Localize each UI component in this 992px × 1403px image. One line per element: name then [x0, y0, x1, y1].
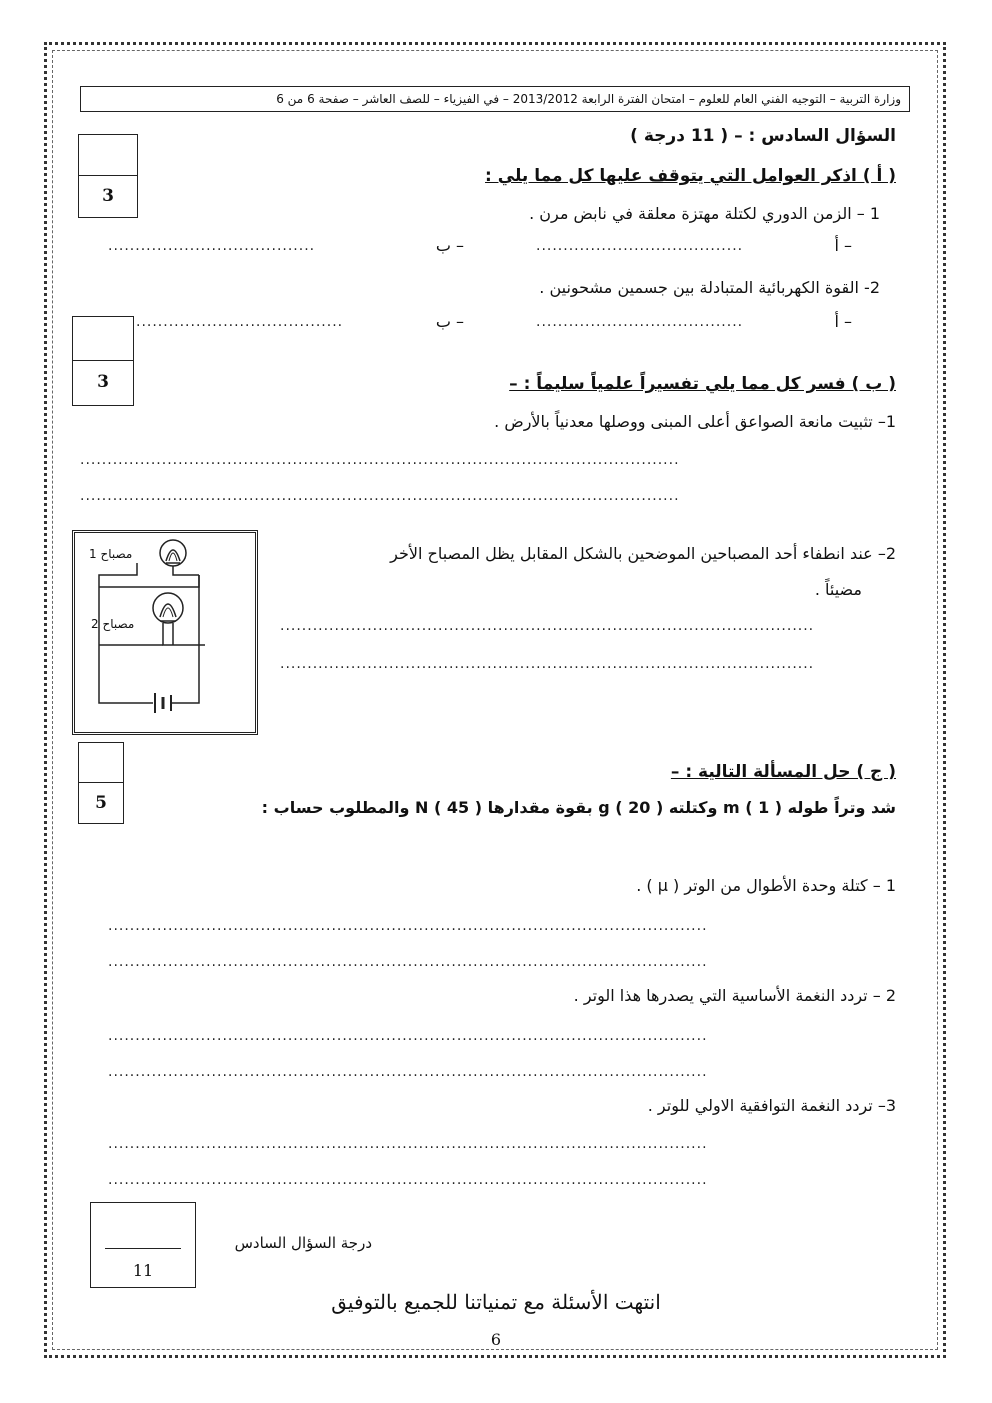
answer-line: ..................................................................................................	[280, 656, 815, 672]
part-b-item-2-line-1: 2– عند انطفاء أحد المصباحين الموضحين بالشكل المقابل يظل المصباح الأخر	[390, 544, 896, 563]
answer-line: ..............................................................................................................	[108, 954, 708, 970]
part-b-item-1: 1– تثبيت مانعة الصواعق أعلى المبنى ووصلها معدنياً بالأرض .	[494, 412, 896, 431]
problem-statement: شد وتراً طوله m ( 1 ) وكتلته g ( 20 ) بقوة مقدارها N ( 45 ) والمطلوب حساب :	[261, 798, 896, 817]
part-b-item-2-line-2: مضيئاً .	[814, 580, 862, 599]
total-mark-box	[90, 1202, 196, 1288]
part-a-item-2: 2- القوة الكهربائية المتبادلة بين جسمين مشحونين .	[539, 278, 880, 297]
part-a-item-2-opt-b: – ب	[435, 312, 464, 331]
answer-line: ..................................................................................................	[280, 618, 815, 634]
mark-box-part-a	[78, 134, 138, 218]
answer-line: ..............................................................................................................	[80, 452, 680, 468]
answer-line: ......................................	[536, 238, 744, 254]
part-c-item-1: 1 – كتلة وحدة الأطوال من الوتر ( μ ) .	[636, 876, 896, 895]
part-a-item-1: 1 – الزمن الدوري لكتلة مهتزة معلقة في نابض مرن .	[529, 204, 880, 223]
mark-box-part-b	[72, 316, 134, 406]
circuit-svg	[75, 533, 255, 732]
answer-line: ..............................................................................................................	[108, 918, 708, 934]
battery-icon	[155, 693, 171, 713]
page-number: 6	[490, 1330, 502, 1349]
total-mark-value: 11	[132, 1261, 154, 1280]
mark-value-part-a: 3	[102, 186, 114, 206]
mark-box-part-c	[78, 742, 124, 824]
circuit-diagram	[72, 530, 258, 735]
lamp-2-icon	[153, 593, 183, 623]
closing-message: انتهت الأسئلة مع تمنياتنا للجميع بالتوفيق	[331, 1290, 661, 1314]
lamp-1-label: مصباح 1	[89, 547, 133, 561]
part-c-item-3: 3– تردد النغمة التوافقية الاولي للوتر .	[647, 1096, 896, 1115]
lamp-2-label: مصباح 2	[91, 617, 135, 631]
answer-line: ......................................	[108, 238, 316, 254]
mark-value-part-c: 5	[95, 793, 107, 813]
exam-header: وزارة التربية – التوجيه الفني العام للعلوم – امتحان الفترة الرابعة 2013/2012 – في الفيزياء – للصف العاشر – صفحة 6 من 6	[80, 86, 910, 112]
question-title: السؤال السادس : – ( 11 درجة )	[630, 126, 896, 146]
part-a-item-2-opt-a: – أ	[834, 312, 852, 331]
part-a-item-1-opt-b: – ب	[435, 236, 464, 255]
mark-value-part-b: 3	[97, 372, 109, 392]
part-b-heading: ( ب ) فسر كل مما يلي تفسيراً علمياً سليماً : –	[509, 374, 896, 394]
answer-line: ..............................................................................................................	[108, 1136, 708, 1152]
part-c-item-2: 2 – تردد النغمة الأساسية التي يصدرها هذا الوتر .	[573, 986, 896, 1005]
part-a-item-1-opt-a: – أ	[834, 236, 852, 255]
part-c-heading: ( ج ) حل المسألة التالية : –	[670, 762, 896, 782]
answer-line: ......................................	[536, 314, 744, 330]
fraction-line	[105, 1248, 181, 1249]
lamp-1-icon	[160, 540, 186, 566]
total-mark-label: درجة السؤال السادس	[234, 1234, 372, 1252]
answer-line: ..............................................................................................................	[108, 1172, 708, 1188]
answer-line: ..............................................................................................................	[108, 1028, 708, 1044]
part-a-heading: ( أ ) اذكر العوامل التي يتوقف عليها كل مما يلي :	[485, 166, 896, 186]
answer-line: ..............................................................................................................	[80, 488, 680, 504]
answer-line: ......................................	[136, 314, 344, 330]
answer-line: ..............................................................................................................	[108, 1064, 708, 1080]
